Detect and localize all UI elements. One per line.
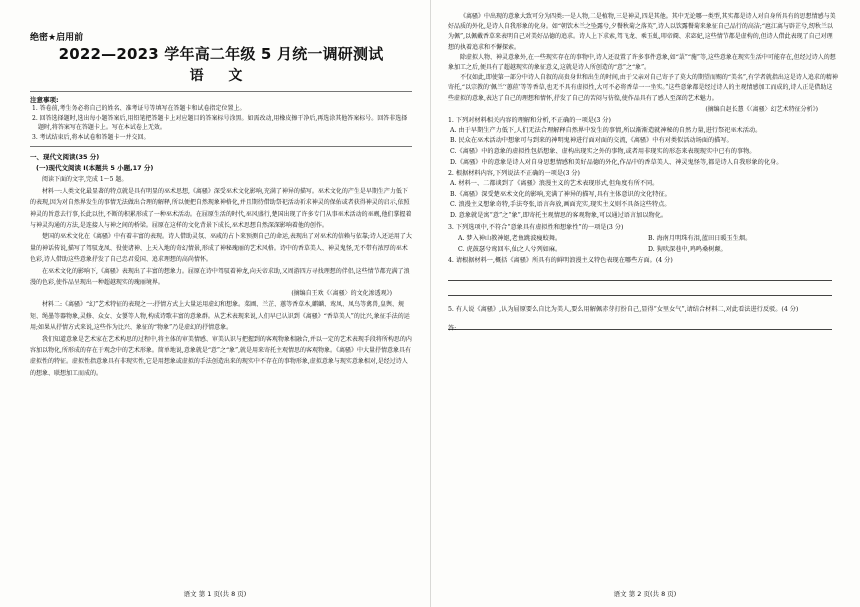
page-footer-left: 语文 第 1 页(共 8 页) [183,590,247,598]
secret-label: 绝密★启用前 [30,33,84,43]
q2-option-a: A. 材料一、二都谈到了《离骚》浪漫主义的艺术表现形式,但角度有所不同。 [450,180,659,188]
question-5-stem: 5. 有人说《离骚》,认为屈原要么自比为美人,要么用解佩赤芽打扮自己,显得“女里女气”,请结合材料二,对此看法进行反驳。(4 分) [448,305,799,313]
material1-source: (摘编自王欢《〈离骚〉的文化渗透观》) [291,290,392,298]
q3-options-row [448,233,838,244]
notes-heading: 注意事项: [30,91,412,104]
q2-option-d: D. 意象就是寓“意”之“象”,即寄托主观情思的客观物象,可以通过语言加以物化。 [450,211,668,219]
note-item: 2. 回答选择题时,选出每小题答案后,用铅笔把答题卡上对应题目的答案标号涂黑。如需改动,用橡皮擦干净后,再选涂其他答案标号。回答非选择题时,将答案写在答题卡上。写在本试卷上无效。 [32,114,408,132]
note-item: 1. 答卷前,考生务必将自己的姓名、准考证号等填写在答题卡和试卷指定位置上。 [32,105,246,112]
q3-options-row [448,244,838,255]
right-page [430,0,860,607]
answer-line[interactable] [448,266,832,281]
q3-option-d: D. 狗吠深巷中,鸡鸣桑树颠。 [648,245,727,253]
answer-line[interactable] [448,281,832,296]
note-item: 3. 考试结束后,将本试卷和答题卡一并交回。 [32,133,150,141]
page-footer-right: 语文 第 2 页(共 8 页) [613,590,677,598]
question-4-stem: 4. 请根据材料一,概括《离骚》所具有的鲜明浪漫主义特色表现在哪些方面。(4 分) [448,256,673,264]
q3-option-a: A. 梦入神山教神妪,老鱼跳波瘦蛟舞。 [458,234,562,242]
material1-para: 楚国的巫术文化在《离骚》中有着丰富的表现。诗人借助灵氛、巫咸的占卜来预测自己的命运,表现出了对巫术的信赖与依靠;诗人还运用了大量的神话传说,描写了驾驭龙凤、役使诸神、上天入地的奇幻情景,形成了神秘瑰丽的艺术风格。诗中的香草美人、神灵鬼怪,无不带有浓厚的巫术色彩,诗人借助这些意象抒发了自己忠君爱国、追求理想的高尚情怀。 [30,233,412,264]
question-1-stem: 1. 下列对材料相关内容的理解和分析,不正确的一项是(3 分) [448,116,611,124]
answer-label: 答: [448,324,457,332]
material3-para: 不仅如此,即使第一部分中诗人自叙的高贵身世和出生的时间,由于父亲对自己寄予了莫大的期望而赐的“美名”,有学者就指出这是诗人追求的精神寄托,“以宗教的‘佩兰’‘蕙茝’等等香草,也无不具有虚拟性,大可不必将香草一一坐实。”这些意象都是经过诗人的主观情感加工而成的,诗人正是借助这些虚拟的意象,表达了自己的理想和情怀,抒发了自己的苦闷与彷徨,使作品具有了感人至深的艺术魅力。 [448,74,838,102]
question-2-stem: 2. 根据材料内容,下列说法不正确的一项是(3 分) [448,170,580,178]
q2-option-b: B.《离骚》深受楚巫术文化的影响,充满了神异的描写,具有主体意识的文化特征。 [450,190,671,198]
material2-para: 我们知道意象是艺术家在艺术构思的过程中,将主体的审美情感、审美认识与把握到的客观物象相融合,并以一定的艺术表现手段将所构思的内容加以物化,所形成的存在于观念中的艺术形象。简单地说,意象就是“意”之“象”,就是用来寄托主观情思的客观物象。《离骚》中大量抒情意象具有虚拟性的特征。虚拟性指意象具有非现实性,它是用想象或虚拟的手法创造出来的现实中不存在的事物形象,虚拟意象与现实意象相对,是经过诗人的想象、联想加工而成的。 [30,335,412,377]
q2-option-c: C. 浪漫主义想象奇特,手法夸张,语言奔放,画面充实,现实主义则不具备这些特点。 [450,201,671,209]
material2-continued: 除虚拟人物、神灵意象外,在一些现实存在的事物中,诗人还设置了许多事件意象,如“菉”“葹”等,这些意象在现实生活中可能存在,但经过诗人的想象加工之后,便具有了超越现实的象征意义,这就是诗人所创造的“意”之“象”。 [448,53,836,72]
section-title: 一、现代文阅读(35 分) [30,153,100,162]
material2-continued: 《离骚》中出现的意象大致可分为四类:一是人物,二是植物,三是神灵,四是其他。其中无论哪一类型,其实都是诗人对自身所具有的思想情感与美好品质的外化,是诗人自我形象的化身。如“朝饮木兰之坠露兮,夕餐秋菊之落英”,诗人以饮露餐菊来象征自己品行的高洁;“扈江离与辟芷兮,纫秋兰以为佩”,以佩戴香草来表明自己对美好品德的追求。诗人上下求索,驾飞龙、乘玉虬,叩帝阍、求宓妃,这些情节都是虚构的,但诗人借此表现了自己对理想的执着追求和不懈探索。 [448,13,836,51]
subsection-title: (一)现代文阅读 I(本题共 5 小题,17 分) [36,164,154,173]
answer-line[interactable] [448,315,832,330]
q3-option-b: B. 海南月明珠有泪,蓝田日暖玉生烟。 [648,234,752,242]
material1-para: 材料一:人类文化最显著的特点就是具有明显的巫术思想,《离骚》深受巫术文化影响,充满了神异的描写。巫术文化的产生是早期生产力低下的表现,因为对自然界发生的事情无法做出合理的解释,所以便把自然现象神格化,并且期待借助祭祀活动祈求神灵的保佑或者获得神灵的启示,依照神灵的旨意去行事,长此以往,不断的积累形成了一种巫术活动。在屈原生活的时代,巫风盛行,楚国出现了许多专门从事巫术活动的巫觋,他们掌握着与神灵沟通的方法,是连接人与神之间的桥梁。屈原在这样的文化背景下成长,巫术思想自然深深影响着他的创作。 [30,187,412,229]
exam-title: 2022—2023 学年高二年级 5 月统一调研测试 [58,45,384,63]
q3-option-c: C. 虎鼓瑟兮鸾回车,仙之人兮列如麻。 [458,245,562,253]
q1-option-c: C.《离骚》中的意象的虚拟性包括想象、虚构出现实之外的事物,或者用非现实的形态来表现现实中已有的事物。 [450,148,756,156]
q1-option-d: D.《离骚》中的意象是诗人对自身思想情感和美好品德的外化,作品中的香草美人、神灵鬼怪等,都是诗人自我形象的化身。 [450,158,783,166]
question-3-stem: 3. 下列选项中,不符合“意象具有虚拟性和想象性”的一项是(3 分) [448,223,624,231]
material3-source: (摘编自赵长慧《〈离骚〉幻艺术特征分析》) [705,105,818,113]
q1-option-a: A. 由于早期生产力低下,人们无法合理解释自然界中发生的事情,所以渐渐造就神秘的自然力量,进行祭祀巫术活动。 [450,126,762,134]
subject-title: 语 文 [189,68,253,84]
divider-rule [30,146,412,147]
material2-para: 材料二:《离骚》“幻”艺术特征的表现之一:抒情方式上大量运用虚幻和想象。菜圃、兰芷、蕙等香草木,麒麟、鸾凤、凤鸟等禽兽,皇舆、规矩、绳墨等器物象,灵修、众女、女嬃等人物,构成诗歌丰富的意象群。从艺术表现来说,人们早已认识到《离骚》“香草美人”的比兴,象征手法的运用;如果从抒情方式来说,这些作为比兴、象征的“物象”乃是虚幻的抒情意象。 [30,301,410,332]
material1-para: 在巫术文化的影响下,《离骚》表现出了丰富的想象力。屈原在诗中驾驭着神龙,向天帝求助,又周游四方寻找理想的伴侣,这些情节都充满了浪漫的色彩,使作品呈现出一种超越现实的瑰丽境界。 [30,267,410,287]
instruction: 阅读下面的文字,完成 1～5 题。 [42,176,128,184]
q1-option-b: B. 民众在巫术活动中想象可与到来的神明鬼神进行面对面的交流,《离骚》中有对类似活动场面的描写。 [450,137,733,145]
